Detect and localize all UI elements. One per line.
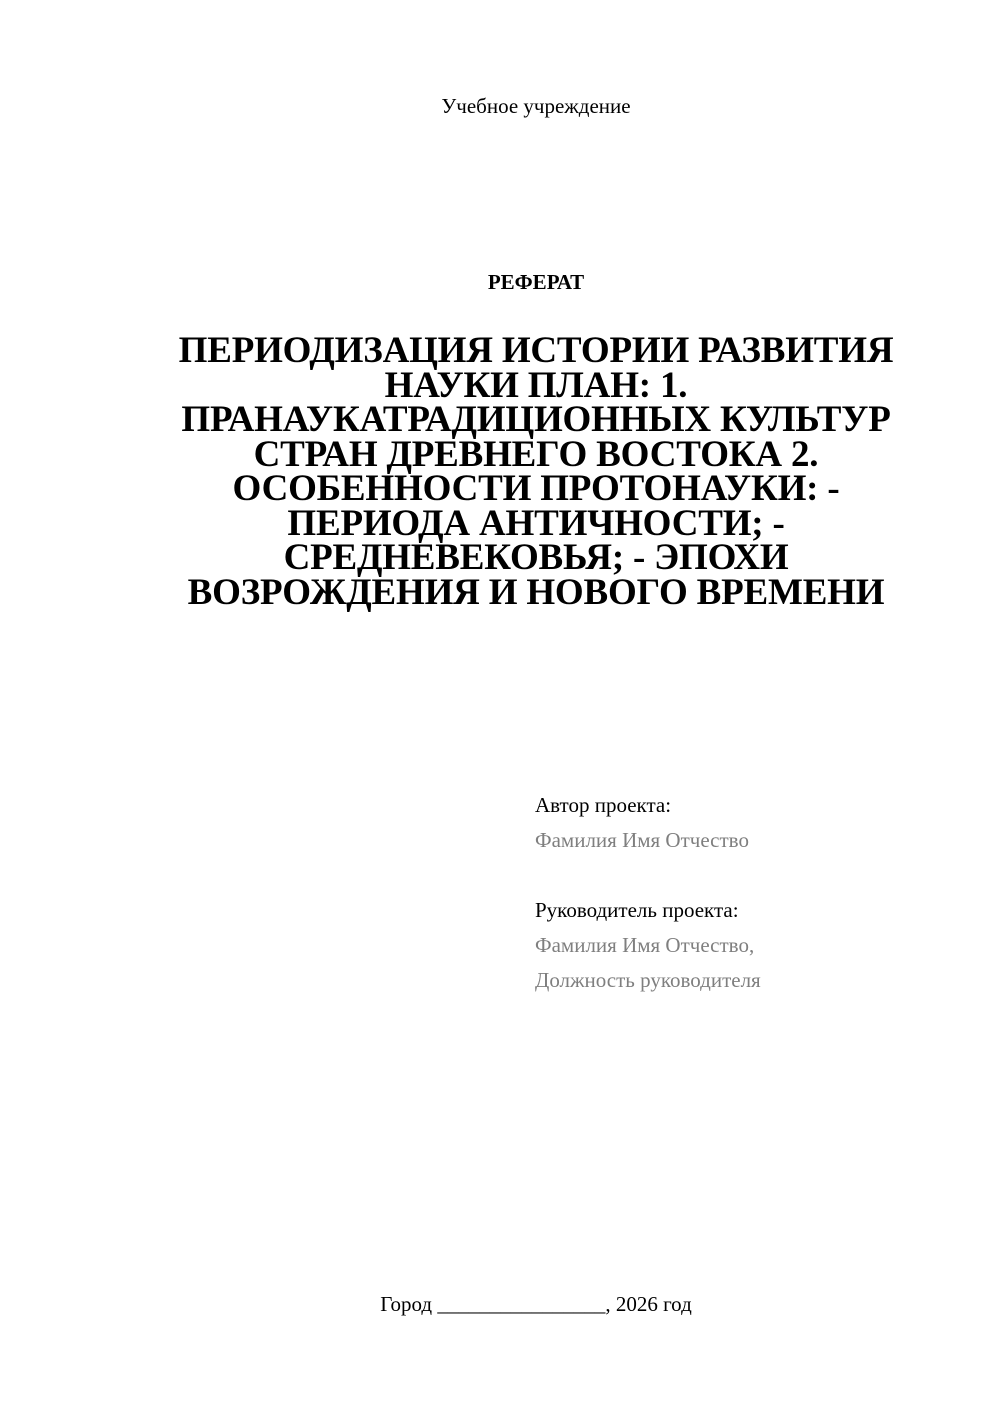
author-name: Фамилия Имя Отчество xyxy=(535,828,749,852)
document-type: РЕФЕРАТ xyxy=(487,270,585,294)
title-line: НАУКИ ПЛАН: 1. xyxy=(384,364,688,406)
title-line: ВОЗРОЖДЕНИЯ И НОВОГО ВРЕМЕНИ xyxy=(187,571,885,613)
supervisor-name: Фамилия Имя Отчество, xyxy=(535,933,755,957)
supervisor-label: Руководитель проекта: xyxy=(535,898,739,922)
institution-name: Учебное учреждение xyxy=(441,94,631,118)
title-line: ПРАНАУКАТРАДИЦИОННЫХ КУЛЬТУР xyxy=(181,399,891,440)
city-year-line: Город ________________, 2026 год xyxy=(380,1292,692,1316)
title-line: ПЕРИОДА АНТИЧНОСТИ; - xyxy=(287,502,785,544)
title-line: СТРАН ДРЕВНЕГО ВОСТОКА 2. xyxy=(253,433,819,475)
title-line: ПЕРИОДИЗАЦИЯ ИСТОРИИ РАЗВИТИЯ xyxy=(178,330,894,371)
author-label: Автор проекта: xyxy=(535,793,672,817)
title-line: ОСОБЕННОСТИ ПРОТОНАУКИ: - xyxy=(232,468,840,509)
document-title xyxy=(140,330,932,613)
author-block xyxy=(535,788,955,858)
supervisor-position: Должность руководителя xyxy=(535,968,761,992)
supervisor-block xyxy=(535,893,955,998)
title-line: СРЕДНЕВЕКОВЬЯ; - ЭПОХИ xyxy=(283,537,789,578)
